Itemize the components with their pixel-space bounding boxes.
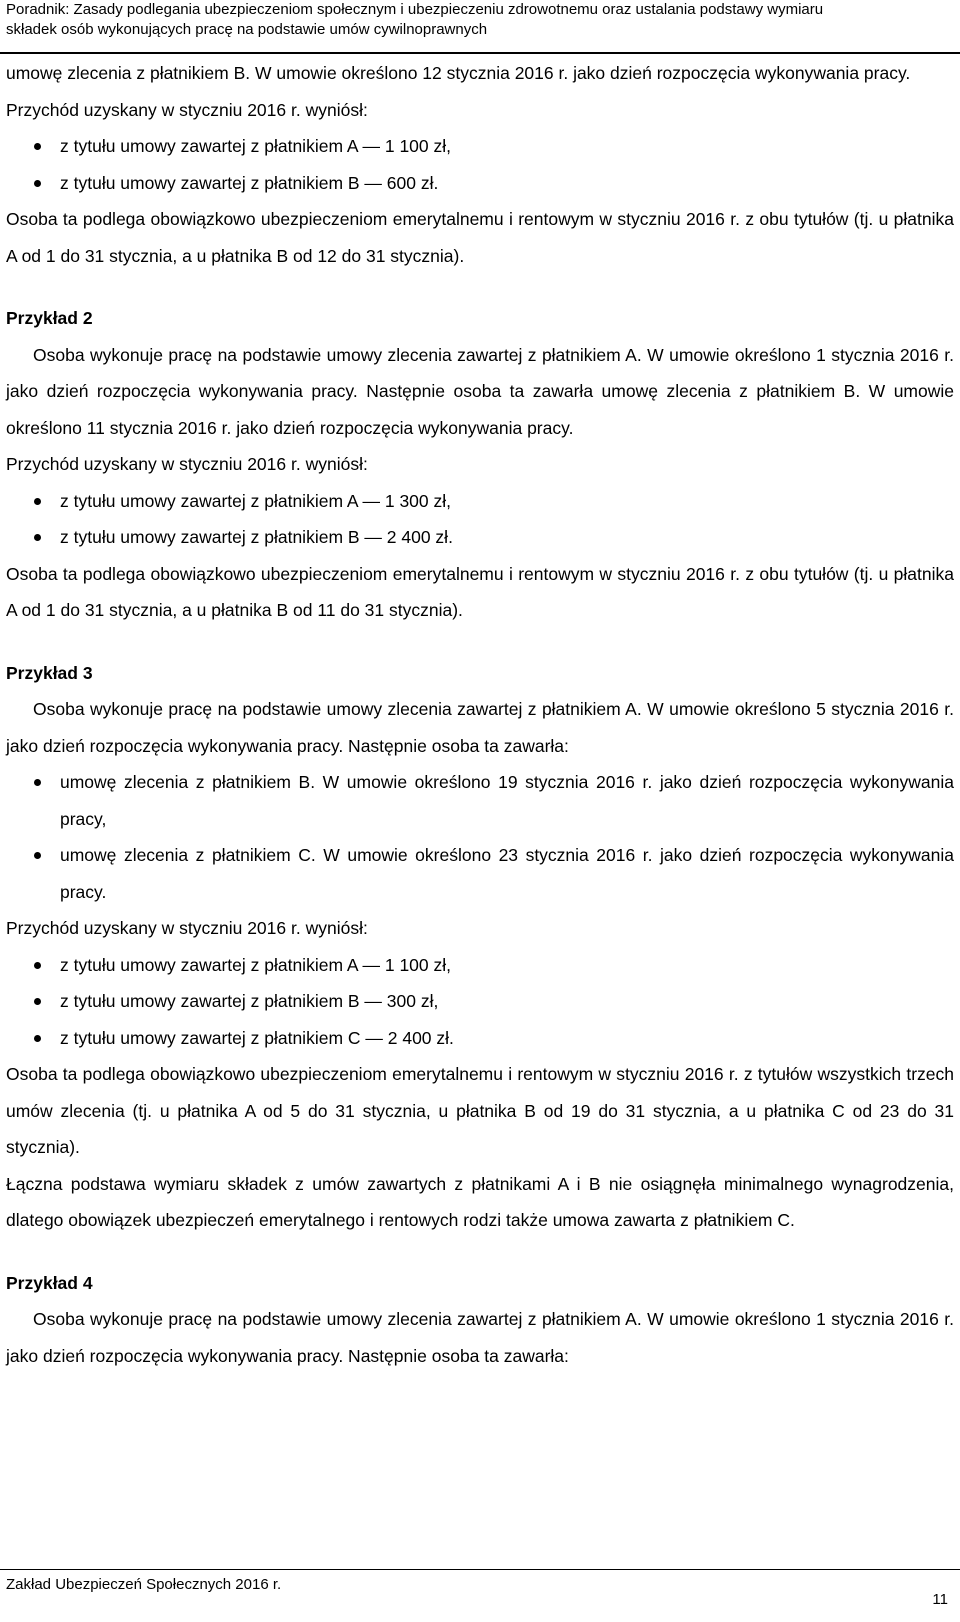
bullet-list [6, 128, 954, 201]
page-number: 11 [932, 1591, 948, 1608]
list-item-text: z tytułu umowy zawartej z płatnikiem A — 1 100 zł, [60, 136, 451, 156]
paragraph: Osoba ta podlega obowiązkowo ubezpieczeniom emerytalnemu i rentowym w styczniu 2016 r. z obu tytułów (tj. u płatnika A od 1 do 31 stycznia, a u płatnika B od 11 do 31 stycznia). [6, 563, 954, 620]
list-item-text: z tytułu umowy zawartej z płatnikiem C — 2 400 zł. [60, 1027, 454, 1048]
paragraph: Osoba wykonuje pracę na podstawie umowy zlecenia zawartej z płatnikiem A. W umowie określono 1 stycznia 2016 r. jako dzień rozpoczęcia wykonywania pracy. Następnie osoba ta zawarła: [6, 1309, 954, 1366]
example-3-heading: Przykład 3 [6, 662, 93, 683]
paragraph: Łączna podstawa wymiaru składek z umów zawartych z płatnikami A i B nie osiągnęła minimalnego wynagrodzenia, dlatego obowiązek ubezpieczeń emerytalnego i rentowych rodzi także umowa zawarta z płatnikiem C. [6, 1173, 954, 1230]
paragraph: Osoba wykonuje pracę na podstawie umowy zlecenia zawartej z płatnikiem A. W umowie określono 5 stycznia 2016 r. jako dzień rozpoczęcia wykonywania pracy. Następnie osoba ta zawarła: [6, 699, 954, 756]
list-item-text: umowę zlecenia z płatnikiem C. W umowie określono 23 stycznia 2016 r. jako dzień rozpoczęcia wykonywania pracy. [60, 845, 954, 902]
list-item [6, 983, 954, 1020]
list-item-text: z tytułu umowy zawartej z płatnikiem B — 2 400 zł. [60, 527, 453, 547]
footer-divider [0, 1569, 960, 1570]
list-item [6, 947, 954, 984]
header-title-line-2: składek osób wykonujących pracę na podstawie umów cywilnoprawnych [6, 21, 488, 38]
bullet-list [6, 483, 954, 556]
bullet-icon [34, 498, 41, 505]
paragraph: Przychód uzyskany w styczniu 2016 r. wyniósł: [6, 918, 368, 938]
page-header [6, 0, 956, 40]
list-item [6, 764, 954, 837]
paragraph: Osoba wykonuje pracę na podstawie umowy zlecenia zawartej z płatnikiem A. W umowie określono 1 stycznia 2016 r. jako dzień rozpoczęcia wykonywania pracy. Następnie osoba ta zawarła umowę zlecenia z płatnikiem B. W umowie określono 11 stycznia 2016 r. jako dzień rozpoczęcia wykonywania pracy. [6, 344, 954, 438]
example-2-heading: Przykład 2 [6, 308, 93, 328]
bullet-list [6, 764, 954, 910]
bullet-icon [34, 852, 41, 859]
paragraph: Przychód uzyskany w styczniu 2016 r. wyniósł: [6, 99, 368, 120]
document-body [6, 55, 954, 1374]
list-item [6, 483, 954, 520]
bullet-icon [34, 1035, 41, 1042]
list-item [6, 1020, 954, 1057]
example-4-heading: Przykład 4 [6, 1272, 93, 1293]
header-title-line-1: Poradnik: Zasady podlegania ubezpieczeniom społecznym i ubezpieczeniu zdrowotnemu oraz ustalania podstawy wymiaru [6, 1, 824, 18]
paragraph: Osoba ta podlega obowiązkowo ubezpieczeniom emerytalnemu i rentowym w styczniu 2016 r. z obu tytułów (tj. u płatnika A od 1 do 31 stycznia, a u płatnika B od 12 do 31 stycznia). [6, 209, 954, 266]
list-item-text: z tytułu umowy zawartej z płatnikiem A — 1 100 zł, [60, 954, 451, 975]
list-item [6, 837, 954, 910]
paragraph: umowę zlecenia z płatnikiem B. W umowie określono 12 stycznia 2016 r. jako dzień rozpoczęcia wykonywania pracy. [6, 63, 911, 83]
bullet-icon [34, 180, 41, 187]
bullet-icon [34, 534, 41, 541]
paragraph: Przychód uzyskany w styczniu 2016 r. wyniósł: [6, 454, 368, 474]
list-item [6, 165, 954, 202]
list-item-text: umowę zlecenia z płatnikiem B. W umowie określono 19 stycznia 2016 r. jako dzień rozpoczęcia wykonywania pracy, [60, 772, 954, 829]
bullet-icon [34, 998, 41, 1005]
bullet-icon [34, 779, 41, 786]
list-item-text: z tytułu umowy zawartej z płatnikiem B — 600 zł. [60, 172, 439, 193]
list-item [6, 128, 954, 165]
list-item-text: z tytułu umowy zawartej z płatnikiem B — 300 zł, [60, 991, 439, 1011]
header-divider [0, 52, 960, 54]
bullet-list [6, 947, 954, 1057]
list-item-text: z tytułu umowy zawartej z płatnikiem A — 1 300 zł, [60, 490, 451, 511]
paragraph: Osoba ta podlega obowiązkowo ubezpieczeniom emerytalnemu i rentowym w styczniu 2016 r. z tytułów wszystkich trzech umów zlecenia (tj. u płatnika A od 5 do 31 stycznia, u płatnika B od 19 do 31 stycznia, a u płatnika C od 23 do 31 stycznia). [6, 1064, 954, 1157]
bullet-icon [34, 143, 41, 150]
bullet-icon [34, 962, 41, 969]
list-item [6, 519, 954, 556]
footer-publisher: Zakład Ubezpieczeń Społecznych 2016 r. [6, 1576, 282, 1593]
